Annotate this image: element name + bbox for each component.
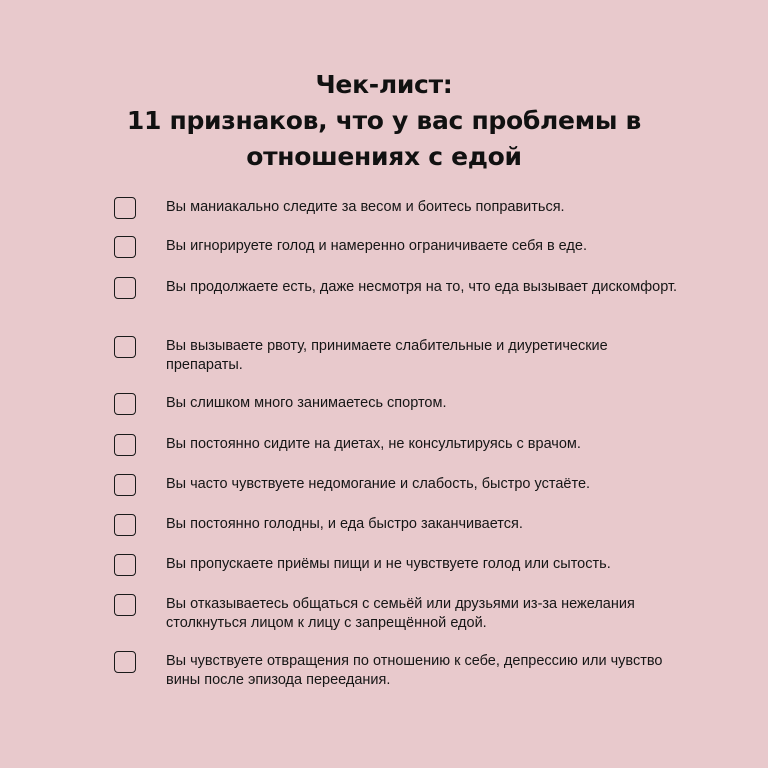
- checklist-item-text: Вы вызываете рвоту, принимаете слабительные и диуретические препараты.: [166, 338, 608, 373]
- checkbox[interactable]: [114, 336, 136, 358]
- checklist-item-text: Вы постоянно голодны, и еда быстро заканчивается.: [166, 516, 523, 532]
- checklist-item-text: Вы слишком много занимаетесь спортом.: [166, 395, 447, 411]
- checklist-item-text: Вы продолжаете есть, даже несмотря на то, что еда вызывает дискомфорт.: [166, 279, 678, 295]
- title-line-3: отношениях с едой: [246, 141, 522, 171]
- checkbox[interactable]: [114, 393, 136, 415]
- checkbox[interactable]: [114, 651, 136, 673]
- checkbox[interactable]: [114, 514, 136, 536]
- checkbox[interactable]: [114, 434, 136, 456]
- checkbox[interactable]: [114, 554, 136, 576]
- checkbox[interactable]: [114, 277, 136, 299]
- checklist-item-text: Вы чувствуете отвращения по отношению к себе, депрессию или чувство вины после эпизода переедания.: [166, 653, 663, 688]
- checklist-item-text: Вы игнорируете голод и намеренно ограничиваете себя в еде.: [166, 238, 587, 254]
- checkbox[interactable]: [114, 236, 136, 258]
- checklist-item-text: Вы отказываетесь общаться с семьёй или друзьями из-за нежелания столкнуться лицом к лицу с запрещённой едой.: [166, 596, 635, 631]
- checklist-item-text: Вы маниакально следите за весом и боитесь поправиться.: [166, 199, 565, 215]
- title-line-2: 11 признаков, что у вас проблемы в: [126, 105, 642, 135]
- checklist-item-text: Вы пропускаете приёмы пищи и не чувствуете голод или сытость.: [166, 556, 611, 572]
- checkbox[interactable]: [114, 474, 136, 496]
- title-line-1: Чек-лист:: [315, 69, 453, 99]
- checklist-item-text: Вы часто чувствуете недомогание и слабость, быстро устаёте.: [166, 476, 591, 492]
- checkbox[interactable]: [114, 594, 136, 616]
- checklist-item-text: Вы постоянно сидите на диетах, не консультируясь с врачом.: [166, 436, 581, 452]
- checkbox[interactable]: [114, 197, 136, 219]
